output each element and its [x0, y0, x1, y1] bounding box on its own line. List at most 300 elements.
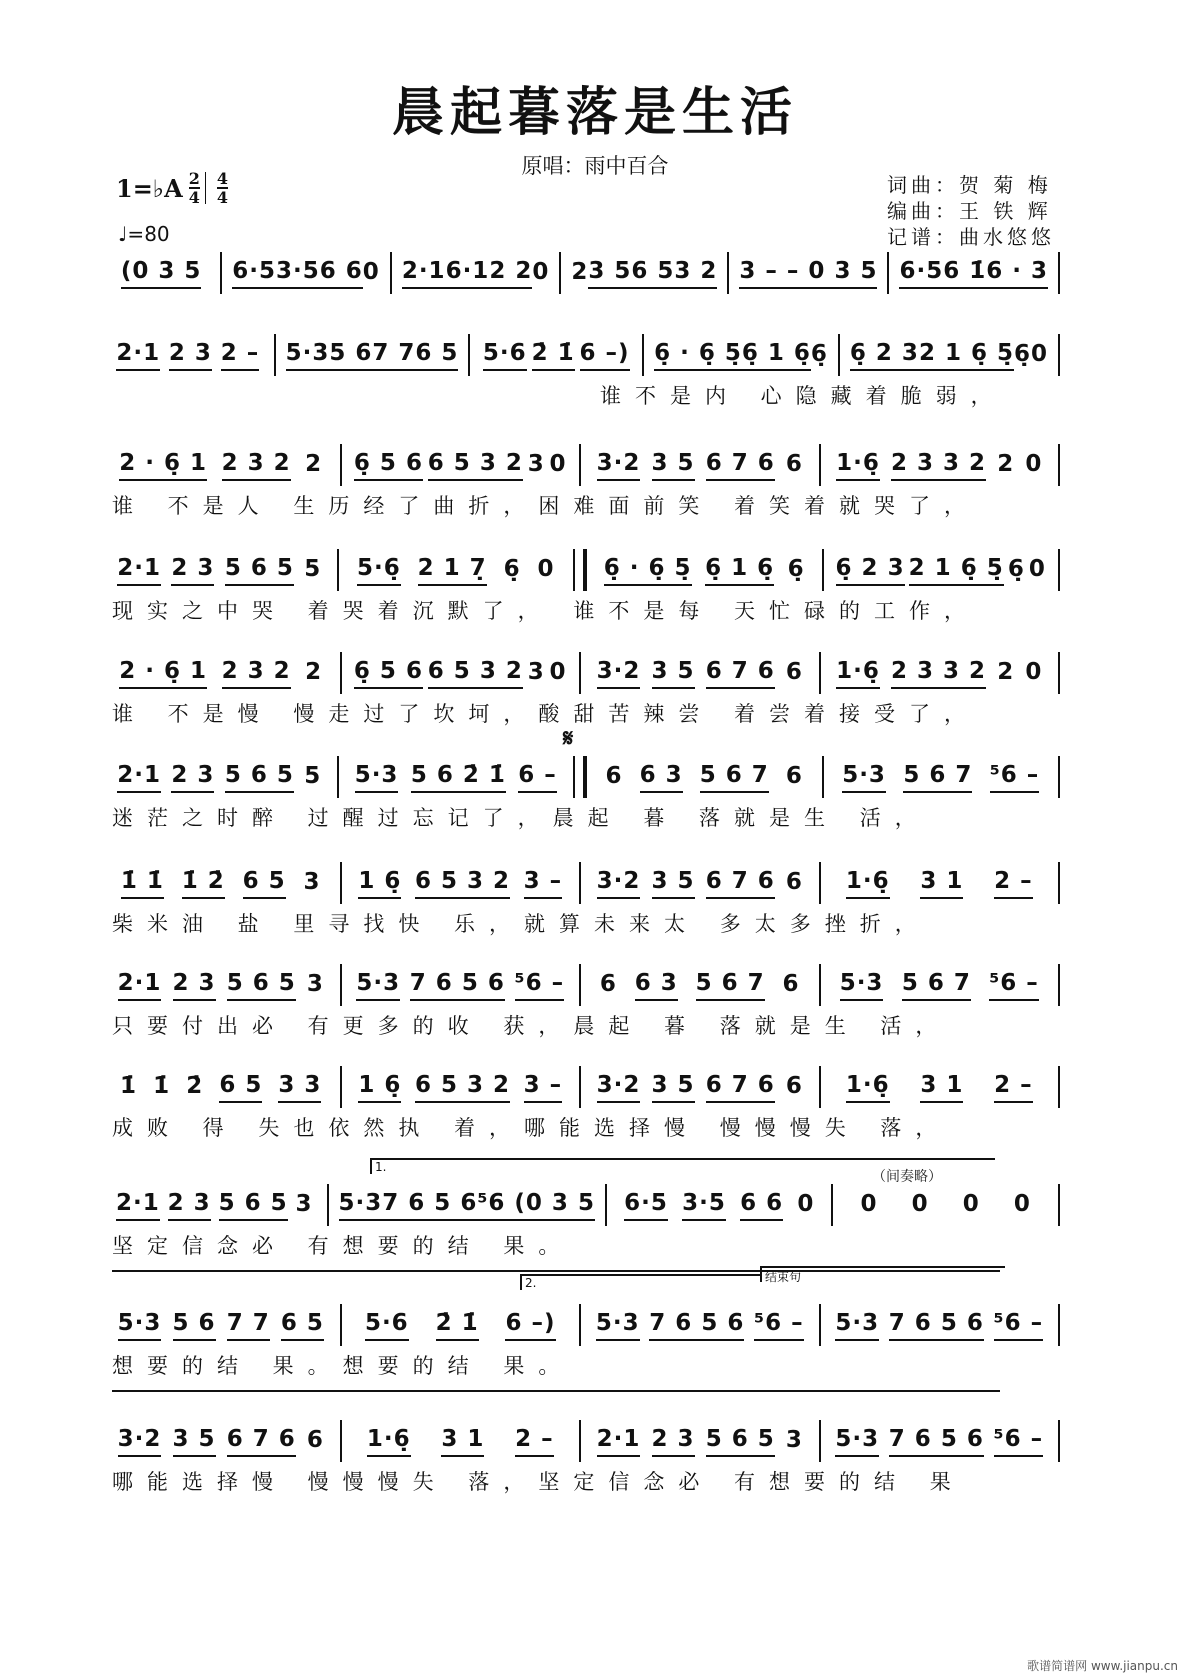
measure: [591, 1072, 809, 1103]
note-group: ⁵6 –: [994, 1426, 1044, 1457]
measure: [352, 868, 570, 899]
bar-line: [822, 756, 824, 798]
note-group: 2 3 3 2: [891, 658, 986, 689]
note-group: 3: [527, 450, 545, 477]
composer-credit: 词曲：贺 菊 梅: [887, 173, 1052, 197]
note-group: 0: [962, 1190, 980, 1217]
measure: [232, 258, 380, 289]
bar-line: [819, 1066, 821, 1108]
note-group: 6·1: [446, 258, 490, 289]
time-signature-b: $\frac{4}{4}$: [216, 169, 229, 207]
note-group: 2 3: [168, 1190, 211, 1221]
measure: [349, 555, 564, 586]
note-group: 6 3: [635, 970, 678, 1001]
bar-line: [819, 1304, 821, 1346]
note-group: 6 6: [320, 258, 363, 289]
note-group: 5 6 5: [219, 1190, 288, 1221]
bar-line: [340, 1304, 342, 1346]
note-group: 2 · 6̣ 1: [119, 658, 207, 689]
note-group: ⁵6 –: [994, 1310, 1044, 1341]
note-group: 3 – – 0 3 5: [739, 258, 877, 289]
note-group: 6: [785, 450, 803, 477]
score-system: [112, 960, 1070, 1046]
measure: [112, 340, 264, 371]
transcriber-credit: 记谱：曲水悠悠: [887, 225, 1055, 249]
note-group: 6̣ · 6̣ 5̣: [604, 555, 692, 586]
measure: [843, 1191, 1048, 1220]
note-group: 7 6 5 6: [889, 1426, 984, 1457]
measure: [112, 555, 327, 586]
note-group: 5 6 5: [225, 762, 294, 793]
note-group: 7 6 5 6: [649, 1310, 744, 1341]
note-group: 2·1: [117, 762, 161, 793]
note-group: 6 5 3 2: [415, 1072, 510, 1103]
note-group: 6̣: [1007, 555, 1025, 582]
note-group: 5·3: [356, 970, 400, 1001]
note-group: 2: [305, 450, 323, 477]
bar-line: [579, 964, 581, 1006]
measure: [591, 970, 809, 1001]
note-group: 2 3 3 2: [891, 450, 986, 481]
note-group: 6̣ 2 3: [850, 340, 919, 371]
note-group: 3 1: [920, 868, 963, 899]
bar-line: [573, 549, 587, 591]
measure: [339, 1190, 595, 1221]
lyric-line: [112, 298, 1070, 334]
measure: [112, 868, 330, 899]
measure: [831, 1426, 1049, 1457]
score-system: [112, 1300, 1070, 1386]
staff-line: [112, 858, 1070, 908]
note-group: 6 5 3 2: [428, 658, 523, 689]
measure: [850, 340, 1048, 371]
note-group: 0: [537, 555, 555, 582]
measure: [597, 762, 812, 793]
note-group: 2̇: [186, 1072, 204, 1099]
bar-line: [468, 334, 470, 376]
note-group: 3: [306, 970, 324, 997]
note-group: 3 5: [588, 258, 631, 289]
note-group: 7 6 5 6: [382, 1190, 477, 1221]
note-group: 2·1: [597, 1426, 641, 1457]
bar-line: [819, 964, 821, 1006]
bar-line: [559, 252, 561, 294]
note-group: 2̇ 1̇: [532, 340, 575, 371]
note-group: 2 –: [994, 868, 1033, 899]
lyric-line: 只要付出必 有更多的收 获，晨起 暮 落就是生 活，: [112, 1014, 951, 1038]
note-group: 3 –: [524, 1072, 563, 1103]
note-group: 2 –: [221, 340, 260, 371]
note-group: 0: [1013, 1190, 1031, 1217]
note-group: ⁵6 –: [989, 970, 1039, 1001]
site-watermark: 歌谱简谱网 www.jianpu.cn: [1027, 1659, 1178, 1673]
measure: [831, 658, 1049, 689]
measure: [591, 1310, 809, 1341]
note-group: 3: [527, 658, 545, 685]
note-group: 3 2: [674, 258, 717, 289]
score-system: [112, 1416, 1070, 1502]
note-group: 1 6̣: [358, 868, 401, 899]
note-group: 5: [304, 555, 322, 582]
bar-line: [1058, 756, 1060, 798]
note-group: 5 6 7: [696, 970, 765, 1001]
bar-line: [1058, 1066, 1060, 1108]
bar-line: [274, 334, 276, 376]
note-group: 2·1: [117, 555, 161, 586]
note-group: 3: [295, 1190, 313, 1217]
measure: [597, 555, 812, 586]
measure: [352, 1072, 570, 1103]
note-group: 3 5: [652, 868, 695, 899]
note-group: 3 1: [920, 1072, 963, 1103]
note-group: ⁵6 –: [990, 762, 1040, 793]
note-group: 5·6̣: [357, 555, 401, 586]
note-group: 2 1 6̣ 5̣: [919, 340, 1014, 371]
note-group: ⁵6 –: [754, 1310, 804, 1341]
note-group: 3: [303, 868, 321, 895]
score-system: [112, 545, 1070, 631]
time-signature-divider: [205, 172, 206, 204]
note-group: 3·2: [597, 450, 641, 481]
bar-line: [340, 964, 342, 1006]
note-group: 7 6 5 6: [889, 1310, 984, 1341]
note-group: 6 5: [631, 258, 674, 289]
note-group: 5·3: [835, 1310, 879, 1341]
score-system: [112, 1180, 1070, 1266]
note-group: 2: [305, 658, 323, 685]
note-group: 6·5: [899, 258, 943, 289]
note-group: 5 6 2̇ 1̇: [411, 762, 506, 793]
bar-line: [727, 252, 729, 294]
bar-line: [579, 1066, 581, 1108]
note-group: 3·5: [276, 258, 320, 289]
measure: [831, 1072, 1049, 1103]
note-group: 6̣ 1 6̣: [705, 555, 774, 586]
staff-line: [112, 752, 1070, 802]
note-group: 5 6: [329, 340, 372, 371]
measure: [591, 658, 809, 689]
measure: [739, 258, 877, 289]
bar-line: [1058, 652, 1060, 694]
bar-line: [819, 444, 821, 486]
measure: [831, 868, 1049, 899]
measure: [571, 258, 717, 289]
lyric-line: 坚定信念必 有想要的结 果。: [112, 1234, 574, 1258]
note-group: 2 2: [489, 258, 532, 289]
measure: [831, 1310, 1049, 1341]
note-group: 5: [304, 762, 322, 789]
note-group: 3·2: [118, 1426, 162, 1457]
note-group: 2 3 2: [222, 658, 291, 689]
note-group: 6: [785, 1072, 803, 1099]
note-group: 3 –: [524, 868, 563, 899]
staff-line: [112, 1180, 1070, 1230]
staff-line: [112, 440, 1070, 490]
note-group: 3 5: [652, 450, 695, 481]
note-group: 6̣ 5 6: [354, 658, 423, 689]
bar-line: [1058, 444, 1060, 486]
note-group: 0: [362, 258, 380, 285]
note-group: 3 5: [173, 1426, 216, 1457]
measure: [899, 258, 1048, 289]
measure: [352, 1310, 570, 1341]
lyric-line: 成败 得 失也依然执 着，哪能选择慢 慢慢慢失 落，: [112, 1116, 951, 1140]
note-group: 3·2: [597, 1072, 641, 1103]
note-group: 3 5: [652, 658, 695, 689]
note-group: 2 –: [994, 1072, 1033, 1103]
staff-line: [112, 248, 1070, 298]
note-group: 6 5: [415, 340, 458, 371]
bar-line: [337, 756, 339, 798]
note-group: 5 6 7: [700, 762, 769, 793]
interlude-note: （间奏略）: [872, 1169, 942, 1185]
note-group: 6 1̇: [943, 258, 986, 289]
measure: [654, 340, 828, 371]
measure: [480, 340, 632, 371]
note-group: 6 5: [281, 1310, 324, 1341]
volta-second-ending: 2.: [520, 1274, 761, 1290]
note-group: 6: [785, 762, 803, 789]
measure: [591, 1426, 809, 1457]
note-group: 6 6: [740, 1190, 783, 1221]
note-group: 6 5: [219, 1072, 262, 1103]
staff-line: [112, 1300, 1070, 1350]
bar-line: [605, 1184, 607, 1226]
bar-line: [819, 862, 821, 904]
note-group: 6̣ 5 6: [354, 450, 423, 481]
measure: [112, 658, 330, 689]
note-group: 6·5: [624, 1190, 668, 1221]
note-group: 5·3: [339, 1190, 383, 1221]
note-group: 6̣ 1 6̣: [742, 340, 811, 371]
note-group: 6 7 6: [706, 658, 775, 689]
bar-line: [337, 549, 339, 591]
credits: [887, 172, 1055, 250]
note-group: 0: [549, 450, 567, 477]
note-group: 6 · 3: [986, 258, 1048, 289]
note-group: 5 6 7: [903, 762, 972, 793]
note-group: 1̇ 2̇: [182, 868, 225, 899]
bar-line: [819, 1420, 821, 1462]
note-group: 2·1: [118, 970, 162, 1001]
note-group: 0: [532, 258, 550, 285]
score-system: [112, 648, 1070, 734]
note-group: 3: [785, 1426, 803, 1453]
note-group: 6 3: [640, 762, 683, 793]
score-system: [112, 248, 1070, 334]
measure: [112, 970, 330, 1001]
note-group: (0 3 5: [121, 258, 202, 289]
note-group: 2 3: [169, 340, 212, 371]
note-group: 6 7 6: [227, 1426, 296, 1457]
measure: [617, 1190, 822, 1221]
note-group: 5 6 5: [225, 555, 294, 586]
note-group: 2: [571, 258, 589, 285]
note-group: 5·3: [355, 762, 399, 793]
measure: [112, 258, 210, 289]
bar-line: [1058, 549, 1060, 591]
measure: [352, 450, 570, 481]
score-system: [112, 330, 1070, 416]
bar-line: [579, 1304, 581, 1346]
time-signature-a: $\frac{2}{4}$: [188, 169, 200, 207]
note-group: 6 –): [505, 1310, 555, 1341]
note-group: 0: [911, 1190, 929, 1217]
note-group: 6: [605, 762, 623, 789]
bar-line: [573, 756, 587, 798]
bar-line: [1058, 334, 1060, 376]
note-group: 0: [549, 658, 567, 685]
note-group: 5·3: [286, 340, 330, 371]
note-group: 6̣ 2 3: [836, 555, 905, 586]
note-group: 6·5: [232, 258, 276, 289]
note-group: 2 3: [171, 555, 214, 586]
bar-line: [579, 444, 581, 486]
tempo-marking: ♩=80: [118, 222, 170, 246]
measure: [112, 1426, 330, 1457]
note-group: 2: [997, 450, 1015, 477]
note-group: 5 6 5: [706, 1426, 775, 1457]
bar-line: [1058, 252, 1060, 294]
note-group: 6̣: [1013, 340, 1031, 367]
note-group: 6 5 3 2: [415, 868, 510, 899]
note-group: 1 6̣: [358, 1072, 401, 1103]
note-group: 2 3: [171, 762, 214, 793]
note-group: 1·6̣: [836, 450, 880, 481]
volta-first-ending: 1.: [370, 1158, 995, 1174]
note-group: 1·6̣: [846, 868, 890, 899]
note-group: 6: [599, 970, 617, 997]
section-divider-2: [112, 1390, 1000, 1392]
note-group: 6̣: [503, 555, 521, 582]
lyric-line: 迷茫之时醉 过醒过忘记了，晨起 暮 落就是生 活，: [112, 806, 930, 830]
measure: [834, 555, 1049, 586]
note-group: 0: [797, 1190, 815, 1217]
measure: [112, 450, 330, 481]
score-system: [112, 1062, 1070, 1148]
note-group: 0: [1025, 450, 1043, 477]
staff-line: [112, 330, 1070, 380]
note-group: 3 1: [441, 1426, 484, 1457]
note-group: 5·3: [835, 1426, 879, 1457]
bar-line: [642, 334, 644, 376]
note-group: 7 6 5 6: [410, 970, 505, 1001]
score-system: [112, 440, 1070, 526]
note-group: 2·1: [116, 340, 160, 371]
bar-line: [1058, 964, 1060, 1006]
bar-line: [1058, 1184, 1060, 1226]
bar-line: [340, 444, 342, 486]
note-group: 6 5: [243, 868, 286, 899]
key-signature: [116, 170, 228, 206]
arranger-credit: 编曲：王 铁 辉: [887, 199, 1052, 223]
note-group: 2: [997, 658, 1015, 685]
note-group: 5·3: [596, 1310, 640, 1341]
note-group: ⁵6 (0 3 5: [477, 1190, 595, 1221]
note-group: 6: [782, 970, 800, 997]
note-group: 6̣: [787, 555, 805, 582]
bar-line: [220, 252, 222, 294]
bar-line: [327, 1184, 329, 1226]
measure: [831, 970, 1049, 1001]
note-group: 5·3: [840, 970, 884, 1001]
lyric-line: 想要的结 果。想要的结 果。: [112, 1354, 574, 1378]
note-group: 1̇: [120, 1072, 138, 1099]
staff-line: [112, 1416, 1070, 1466]
ending-phrase-label: 结束句: [760, 1266, 1005, 1282]
bar-line: [390, 252, 392, 294]
measure: [112, 1072, 330, 1103]
note-group: 3 3: [278, 1072, 321, 1103]
bar-line: [340, 1420, 342, 1462]
staff-line: [112, 1062, 1070, 1112]
lyric-line: 现实之中哭 着哭着沉默了， 谁不是每 天忙碌的工作，: [112, 599, 980, 623]
lyric-line: 柴米油 盐 里寻找快 乐，就算未来太 多太多挫折，: [112, 912, 930, 936]
note-group: 5·3: [842, 762, 886, 793]
measure: [834, 762, 1049, 793]
note-group: 5 6 5: [227, 970, 296, 1001]
measure: [591, 450, 809, 481]
note-group: 7 7: [372, 340, 415, 371]
bar-line: [887, 252, 889, 294]
staff-line: [112, 545, 1070, 595]
bar-line: [579, 1420, 581, 1462]
bar-line: [1058, 1304, 1060, 1346]
note-group: 0: [1028, 555, 1046, 582]
note-group: 0: [1025, 658, 1043, 685]
original-singer: 原唱：雨中百合: [521, 154, 669, 178]
staff-line: [112, 960, 1070, 1010]
note-group: 6 –): [580, 340, 630, 371]
note-group: 1̇: [153, 1072, 171, 1099]
note-group: 5·6: [483, 340, 527, 371]
score-system: [112, 752, 1070, 838]
measure: [402, 258, 550, 289]
bar-line: [822, 549, 824, 591]
bar-line: [579, 652, 581, 694]
measure: [831, 450, 1049, 481]
bar-line: [340, 862, 342, 904]
bar-line: [579, 862, 581, 904]
note-group: 2 1 7̣: [418, 555, 487, 586]
measure: [286, 340, 459, 371]
note-group: 6: [785, 658, 803, 685]
measure: [591, 868, 809, 899]
note-group: 2·1: [116, 1190, 160, 1221]
note-group: 6 5 3 2: [428, 450, 523, 481]
note-group: 2 3 2: [222, 450, 291, 481]
bar-line: [831, 1184, 833, 1226]
lyric-line: 哪能选择慢 慢慢慢失 落，坚定信念必 有想要的结 果: [112, 1470, 965, 1494]
measure: [352, 658, 570, 689]
song-title: 晨起暮落是生活: [391, 82, 798, 143]
note-group: 5·6: [365, 1310, 409, 1341]
note-group: 5 6: [173, 1310, 216, 1341]
note-group: 6 7 6: [706, 1072, 775, 1103]
note-group: 6̣: [810, 340, 828, 367]
segno-sign: 𝄋: [563, 724, 574, 752]
score-system: [112, 858, 1070, 944]
note-group: 6 7 6: [706, 450, 775, 481]
measure: [352, 970, 570, 1001]
key-tonic: 1=♭A: [116, 173, 183, 203]
note-group: 2 3: [652, 1426, 695, 1457]
note-group: 1·6̣: [367, 1426, 411, 1457]
measure: [112, 762, 327, 793]
note-group: 2̇ 1̇: [436, 1310, 479, 1341]
lyric-line: 谁 不是人 生历经了曲折，困难面前笑 着笑着就哭了，: [112, 494, 980, 518]
note-group: 6 7 6: [706, 868, 775, 899]
